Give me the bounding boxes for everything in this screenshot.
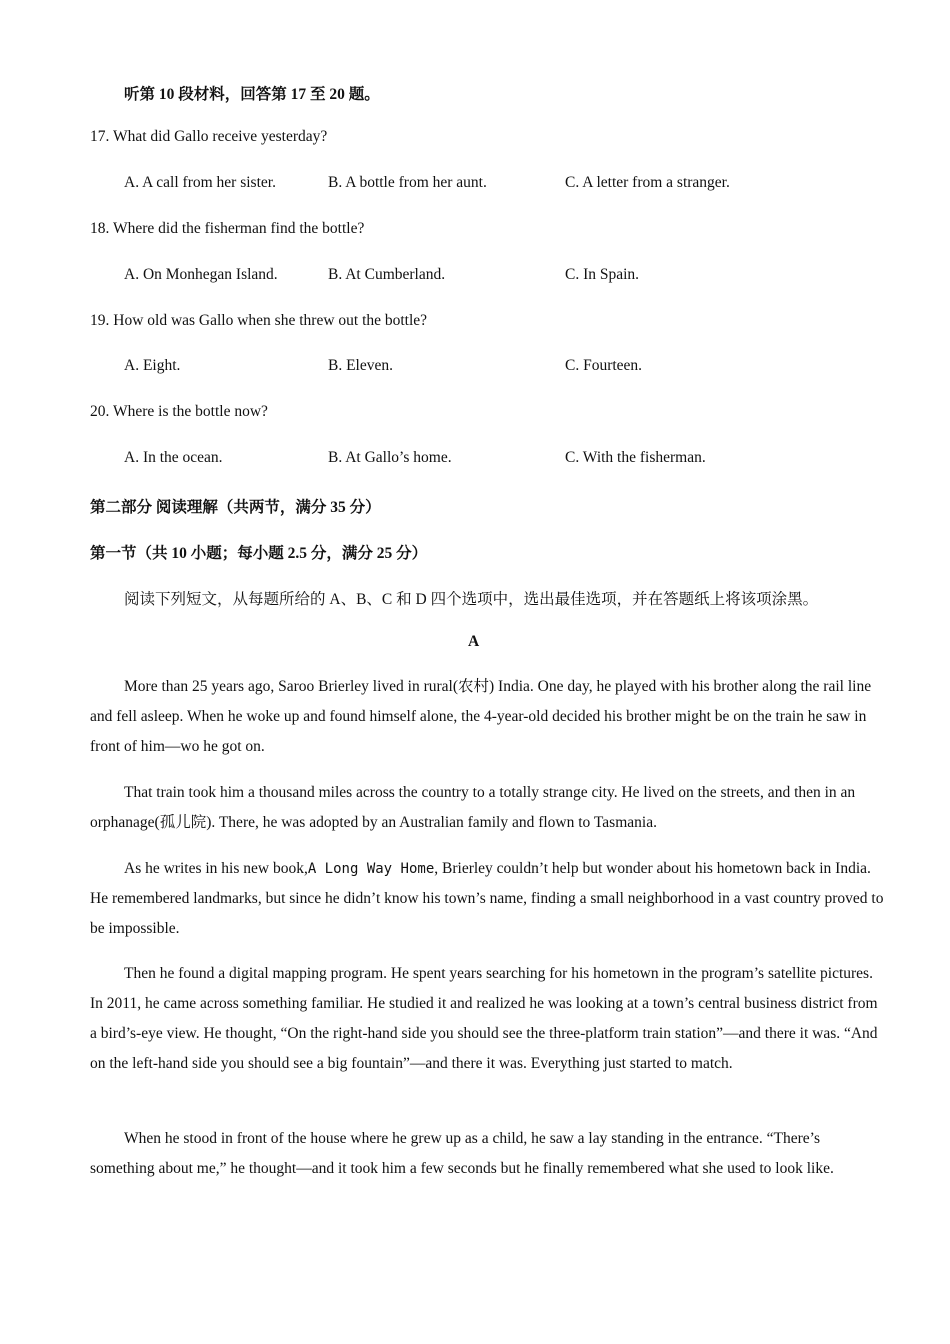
- question-20-option-b: B. At Gallo’s home.: [328, 449, 452, 466]
- question-20-option-a: A. In the ocean.: [124, 449, 223, 466]
- question-17-stem: 17. What did Gallo receive yesterday?: [90, 128, 328, 145]
- passage-paragraph-4-text: Then he found a digital mapping program. He spent years searching for his hometown in the program’s satellite pictures. In 2011, he came across something familiar. He studied it and realized he was looking at a town’s central business district from a bird’s-eye view. He thought, “On the right-hand side you should see the three-platform train station”—and there it was. “And on the left-hand side you should see a big fountain”—and there it was. Everything just started to match.: [90, 965, 878, 1072]
- passage-paragraph-1-text: More than 25 years ago, Saroo Brierley lived in rural(农村) India. One day, he played with his brother along the rail line and fell asleep. When he woke up and found himself alone, the 4-year-old decided his brother might be on the train he saw in front of him—wo he got on.: [90, 678, 872, 755]
- question-19-option-a: A. Eight.: [124, 357, 181, 374]
- question-19-option-b: B. Eleven.: [328, 357, 393, 374]
- reading-instructions: 阅读下列短文，从每题所给的 A、B、C 和 D 四个选项中，选出最佳选项，并在答题纸上将该项涂黑。: [124, 591, 819, 608]
- passage-paragraph-5-text: When he stood in front of the house where he grew up as a child, he saw a lay standing in the entrance. “There’s something about me,” he thought—and it took him a few seconds but he finally remembered what she used to look like.: [90, 1130, 834, 1177]
- section-one-title: 第一节（共 10 小题；每小题 2.5 分，满分 25 分）: [90, 545, 428, 562]
- passage-paragraph-3-text-after: , Brierley couldn’t help but wonder about his hometown back in India. He remembered landmarks, but since he didn’t know his town’s name, finding a small neighborhood in a vast country proved to be impossible.: [90, 860, 884, 937]
- question-20-option-c: C. With the fisherman.: [565, 449, 706, 466]
- question-19-stem: 19. How old was Gallo when she threw out the bottle?: [90, 312, 428, 329]
- question-17-option-a: A. A call from her sister.: [124, 174, 276, 191]
- question-18-option-b: B. At Cumberland.: [328, 266, 446, 283]
- question-18-stem: 18. Where did the fisherman find the bottle?: [90, 220, 365, 237]
- question-19-option-c: C. Fourteen.: [565, 357, 643, 374]
- passage-paragraph-4: [90, 959, 885, 1079]
- part-two-title: 第二部分 阅读理解（共两节，满分 35 分）: [90, 499, 381, 516]
- passage-paragraph-2: [90, 778, 885, 838]
- question-17-option-b: B. A bottle from her aunt.: [328, 174, 487, 191]
- question-17-option-c: C. A letter from a stranger.: [565, 174, 730, 191]
- passage-paragraph-3-text-before: As he writes in his new book,: [124, 860, 308, 877]
- passage-label: A: [468, 633, 480, 650]
- passage-paragraph-5: [90, 1124, 885, 1184]
- passage-paragraph-3: [90, 854, 885, 944]
- passage-paragraph-2-text: That train took him a thousand miles across the country to a totally strange city. He lived on the streets, and then in an orphanage(孤儿院). There, he was adopted by an Australian family and flown to Tasmania.: [90, 784, 856, 831]
- question-18-option-c: C. In Spain.: [565, 266, 640, 283]
- passage-paragraph-1: [90, 672, 885, 762]
- question-20-stem: 20. Where is the bottle now?: [90, 403, 268, 420]
- question-18-option-a: A. On Monhegan Island.: [124, 266, 278, 283]
- book-title: A Long Way Home: [307, 861, 435, 877]
- listening-section-intro: 听第 10 段材料，回答第 17 至 20 题。: [124, 86, 380, 103]
